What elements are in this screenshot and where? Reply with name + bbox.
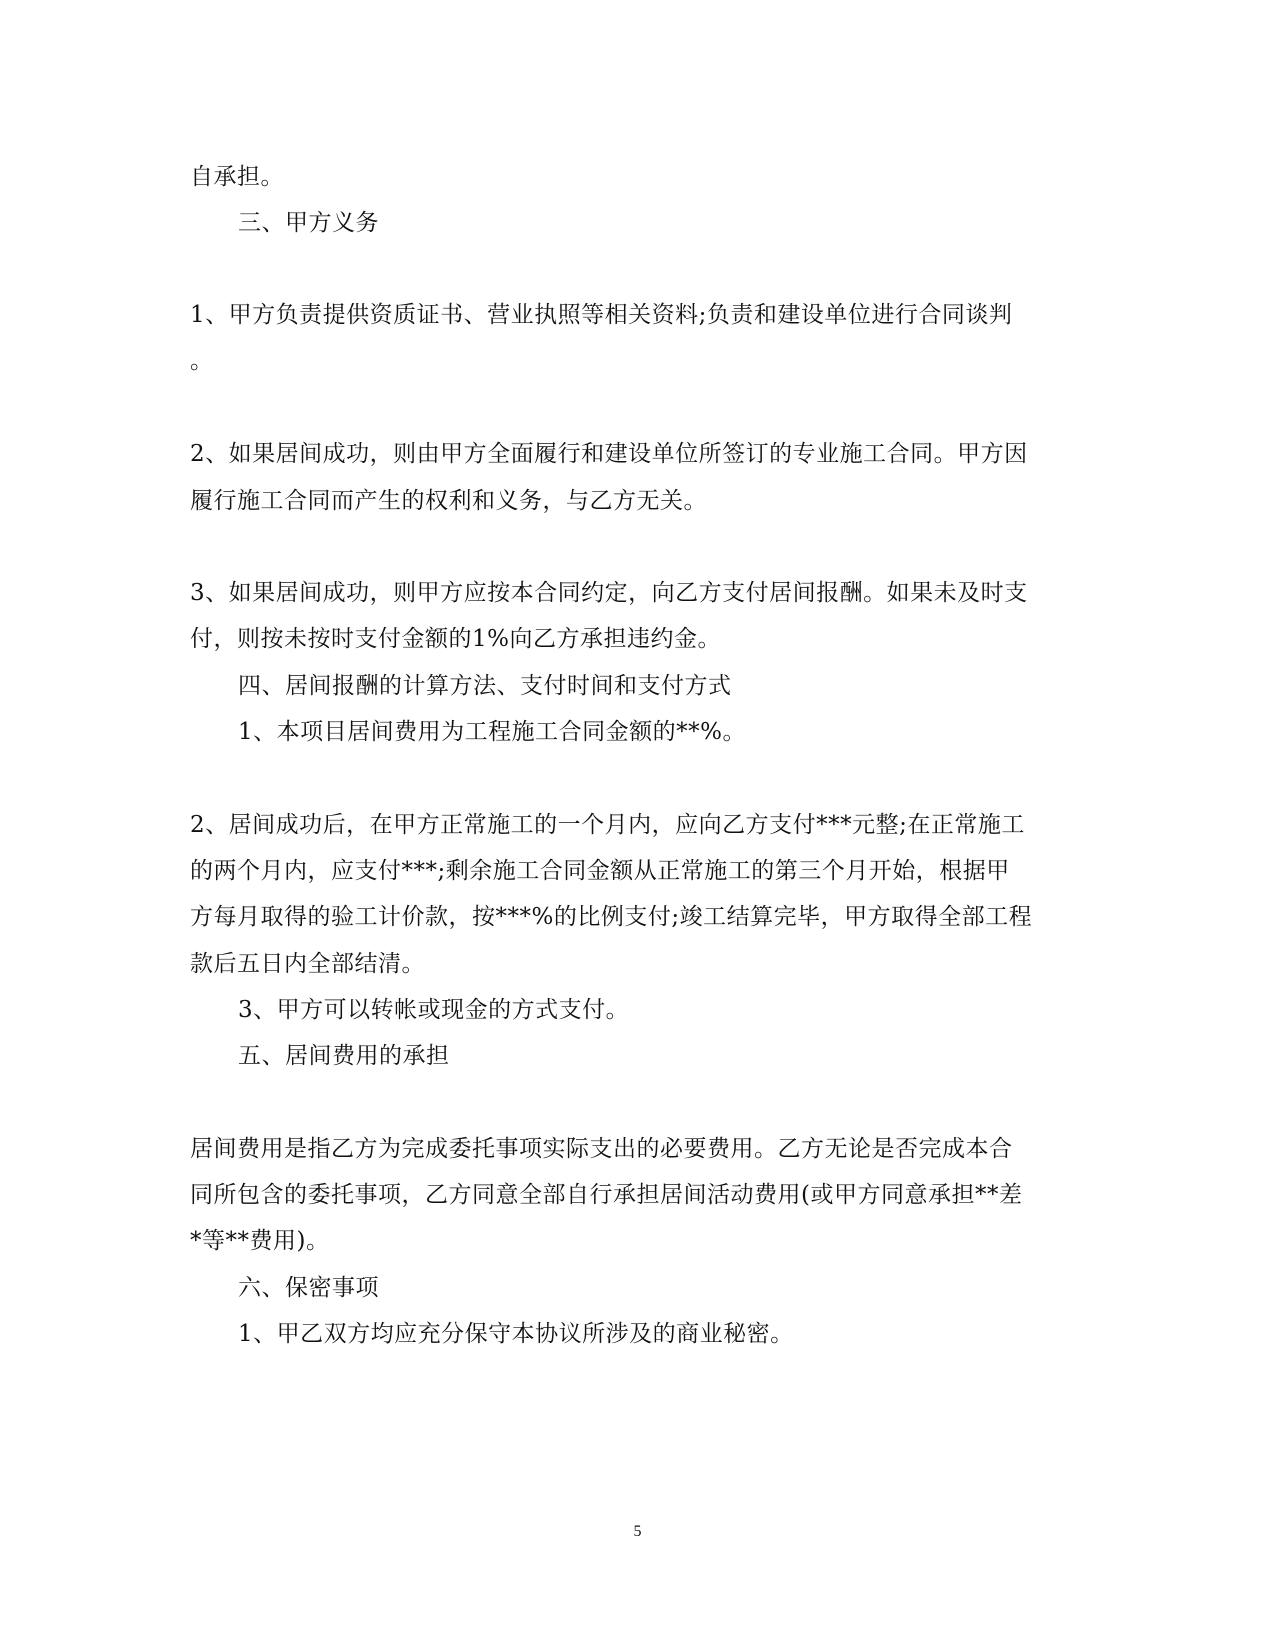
text-line: 同所包含的委托事项，乙方同意全部自行承担居间活动费用(或甲方同意承担**差 xyxy=(190,1182,1023,1208)
text-line: 付，则按未按时支付金额的1%向乙方承担违约金。 xyxy=(190,626,721,652)
section-heading: 三、甲方义务 xyxy=(238,210,379,236)
text-line: 1、本项目居间费用为工程施工合同金额的**%。 xyxy=(238,719,746,745)
text-line: 3、甲方可以转帐或现金的方式支付。 xyxy=(238,997,630,1023)
text-line: 自承担。 xyxy=(190,164,284,190)
section-heading: 六、保密事项 xyxy=(238,1275,379,1301)
text-line: 款后五日内全部结清。 xyxy=(190,951,425,977)
text-line: *等**费用)。 xyxy=(190,1228,330,1254)
text-line: 履行施工合同而产生的权利和义务，与乙方无关。 xyxy=(190,488,707,514)
text-line: 3、如果居间成功，则甲方应按本合同约定，向乙方支付居间报酬。如果未及时支 xyxy=(190,580,1028,606)
text-line: 方每月取得的验工计价款，按***%的比例支付;竣工结算完毕，甲方取得全部工程 xyxy=(190,904,1033,930)
text-line: 2、居间成功后，在甲方正常施工的一个月内，应向乙方支付***元整;在正常施工 xyxy=(190,812,1025,838)
text-line: 居间费用是指乙方为完成委托事项实际支出的必要费用。乙方无论是否完成本合 xyxy=(190,1136,1013,1162)
text-line: 1、甲乙双方均应充分保守本协议所涉及的商业秘密。 xyxy=(238,1321,794,1347)
text-line: 2、如果居间成功，则由甲方全面履行和建设单位所签订的专业施工合同。甲方因 xyxy=(190,441,1028,467)
text-line: 的两个月内，应支付***;剩余施工合同金额从正常施工的第三个月开始，根据甲 xyxy=(190,858,1010,884)
text-line: 。 xyxy=(190,348,214,374)
section-heading: 五、居间费用的承担 xyxy=(238,1043,450,1069)
section-heading: 四、居间报酬的计算方法、支付时间和支付方式 xyxy=(238,673,732,699)
text-line: 1、甲方负责提供资质证书、营业执照等相关资料;负责和建设单位进行合同谈判 xyxy=(190,302,1013,328)
page-number: 5 xyxy=(633,1523,642,1540)
